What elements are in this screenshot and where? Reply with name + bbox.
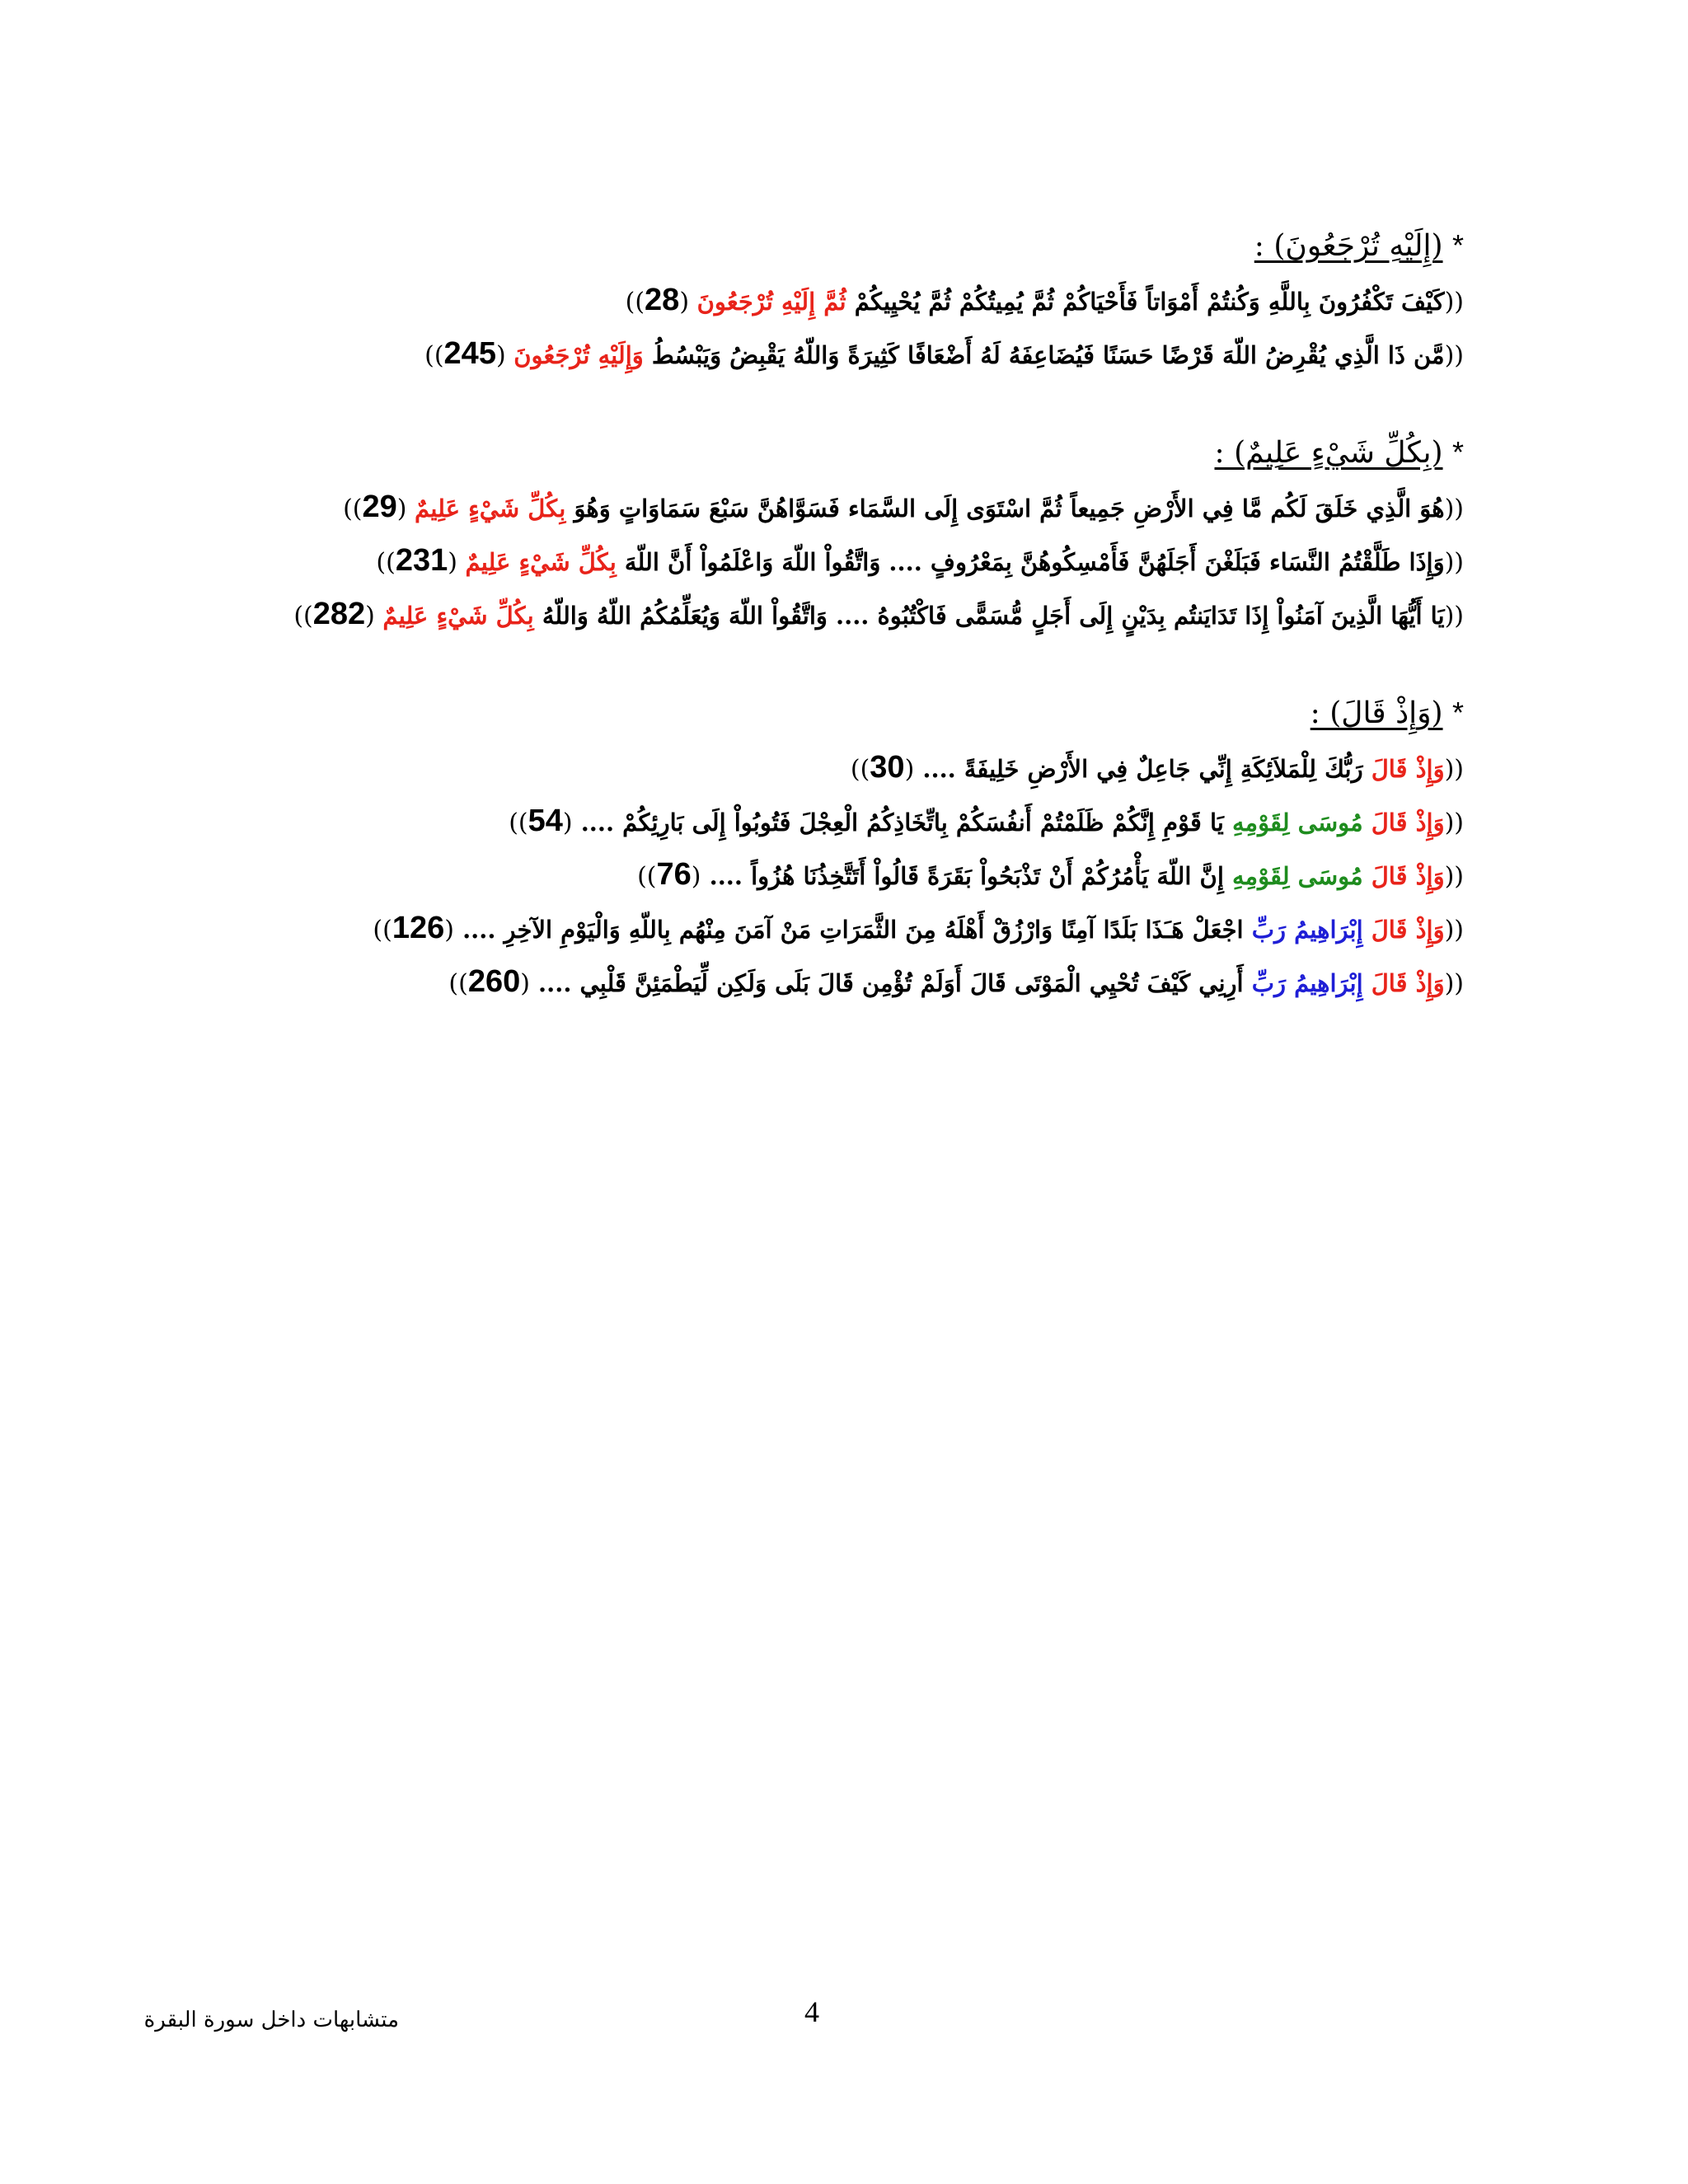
verse-bracket: )) (293, 602, 313, 630)
verse-text: مَّن ذَا الَّذِي يُقْرِضُ اللّهَ قَرْضًا حَسَنًا فَيُضَاعِفَهُ لَهُ أَضْعَافًا كَثِيرَةً وَاللّهُ يَقْبِضُ وَيَبْسُطُ (643, 341, 1445, 369)
heading-star: * (1451, 696, 1464, 729)
verse-number: 260 (467, 964, 521, 999)
verse-text: إِنَّ اللّهَ يَأْمُرُكُمْ أَنْ تَذْبَحُواْ بَقَرَةً قَالُواْ أَتَتَّخِذُنَا هُزُواً .... (701, 862, 1232, 890)
verse-bracket: )) (343, 494, 363, 523)
verse-bracket: (( (1444, 969, 1464, 998)
highlighted-phrase: وَإِذْ قَالَ (1371, 808, 1445, 837)
section-heading (198, 690, 1464, 737)
verse-text: وَإِذَا طَلَّقْتُمُ النَّسَاء فَبَلَغْنَ أَجَلَهُنَّ فَأَمْسِكُوهُنَّ بِمَعْرُوفٍ .... وَاتَّقُواْ اللّهَ وَاعْلَمُواْ أَنَّ اللّهَ (616, 548, 1445, 576)
verse-text: اجْعَلْ هَـَذَا بَلَدًا آمِنًا وَارْزُقْ أَهْلَهُ مِنَ الثَّمَرَاتِ مَنْ آمَنَ مِنْهُم بِاللّهِ وَالْيَوْمِ الآخِرِ .... (453, 916, 1252, 944)
highlighted-phrase: وَإِذْ قَالَ (1371, 755, 1445, 783)
verse-number: 126 (392, 911, 445, 945)
verse-line (198, 956, 1464, 1010)
section-heading (198, 223, 1464, 269)
verse-line (198, 535, 1464, 588)
heading-text: (إِلَيْهِ تُرْجَعُونَ) : (1254, 229, 1443, 263)
highlighted-phrase: مُوسَى لِقَوْمِهِ (1231, 808, 1372, 837)
verse-number: 29 (362, 490, 397, 524)
verse-text: رَبُّكَ لِلْمَلاَئِكَةِ إِنِّي جَاعِلٌ فِي الأَرْضِ خَلِيفَةً .... (914, 755, 1372, 783)
highlighted-phrase: إِبْرَاهِيمُ رَبِّ (1251, 969, 1372, 997)
verse-bracket: )) (424, 341, 444, 370)
verse-bracket: ( (444, 916, 454, 944)
verse-number: 245 (443, 336, 496, 371)
verse-line (198, 481, 1464, 535)
verse-bracket: )) (509, 808, 528, 837)
verse-bracket: (( (1444, 288, 1464, 316)
verse-bracket: ( (562, 808, 573, 837)
verse-text: يَا قَوْمِ إِنَّكُمْ ظَلَمْتُمْ أَنفُسَكُمْ بِاتِّخَاذِكُمُ الْعِجْلَ فَتُوبُواْ إِلَى بَارِئِكُمْ .... (572, 808, 1232, 837)
section-1 (198, 223, 1464, 382)
verse-bracket: )) (373, 916, 392, 944)
heading-text: (بِكُلِّ شَيْءٍ عَلِيمٌ) : (1214, 436, 1443, 470)
verse-line (198, 328, 1464, 382)
page-content (198, 223, 1464, 1057)
verse-bracket: )) (637, 862, 657, 891)
verse-bracket: ( (904, 755, 915, 784)
verse-bracket: (( (1444, 341, 1464, 370)
verse-text: أَرِنِي كَيْفَ تُحْيِي الْمَوْتَى قَالَ أَوَلَمْ تُؤْمِن قَالَ بَلَى وَلَكِن لِّيَطْمَئِنَّ قَلْبِي .... (529, 969, 1252, 997)
verse-bracket: ( (691, 862, 701, 891)
verse-number: 231 (395, 543, 448, 578)
verse-bracket: )) (850, 755, 870, 784)
verse-bracket: )) (625, 288, 645, 316)
verse-line (198, 588, 1464, 642)
verse-number: 282 (312, 597, 366, 631)
highlighted-phrase: بِكُلِّ شَيْءٍ عَلِيمٌ (415, 494, 566, 523)
verse-bracket: )) (376, 548, 396, 577)
verse-line (198, 795, 1464, 849)
heading-star: * (1451, 435, 1464, 469)
verse-number: 28 (645, 283, 680, 317)
highlighted-phrase: إِبْرَاهِيمُ رَبِّ (1251, 916, 1372, 944)
verse-number: 30 (870, 750, 905, 785)
verse-bracket: ( (396, 494, 415, 523)
verse-bracket: ( (365, 602, 383, 630)
footer-title: متشابهات داخل سورة البقرة (143, 2008, 399, 2032)
heading-text: (وَإِذْ قَالَ) : (1310, 696, 1443, 730)
verse-bracket: (( (1444, 602, 1464, 630)
highlighted-phrase: ثُمَّ إِلَيْهِ تُرْجَعُونَ (696, 288, 846, 316)
section-2 (198, 429, 1464, 642)
verse-bracket: ( (495, 341, 514, 370)
verse-bracket: ( (520, 969, 530, 998)
verse-bracket: (( (1444, 808, 1464, 837)
highlighted-phrase: وَإِذْ قَالَ (1371, 862, 1445, 890)
highlighted-phrase: مُوسَى لِقَوْمِهِ (1231, 862, 1372, 890)
verse-line (198, 849, 1464, 902)
verse-bracket: (( (1444, 755, 1464, 784)
verse-number: 76 (656, 857, 692, 892)
verse-line (198, 274, 1464, 328)
verse-text: كَيْفَ تَكْفُرُونَ بِاللَّهِ وَكُنتُمْ أَمْوَاتاً فَأَحْيَاكُمْ ثُمَّ يُمِيتُكُمْ ثُمَّ يُحْيِيكُمْ (846, 288, 1445, 316)
highlighted-phrase: وَإِذْ قَالَ (1371, 916, 1445, 944)
highlighted-phrase: بِكُلِّ شَيْءٍ عَلِيمٌ (465, 548, 617, 576)
page-number: 4 (804, 1995, 819, 2028)
section-heading (198, 429, 1464, 476)
verse-text: هُوَ الَّذِي خَلَقَ لَكُم مَّا فِي الأَرْضِ جَمِيعاً ثُمَّ اسْتَوَى إِلَى السَّمَاء فَسَوَّاهُنَّ سَبْعَ سَمَاوَاتٍ وَهُوَ (565, 494, 1445, 523)
verse-bracket: (( (1444, 548, 1464, 577)
heading-star: * (1451, 228, 1464, 262)
verse-bracket: (( (1444, 494, 1464, 523)
verse-line (198, 742, 1464, 795)
verse-bracket: )) (448, 969, 468, 998)
verse-bracket: ( (679, 288, 697, 316)
verse-bracket: (( (1444, 862, 1464, 891)
highlighted-phrase: بِكُلِّ شَيْءٍ عَلِيمٌ (382, 602, 534, 630)
highlighted-phrase: وَإِذْ قَالَ (1371, 969, 1445, 997)
verse-line (198, 902, 1464, 956)
verse-number: 54 (528, 804, 563, 838)
verse-bracket: (( (1444, 916, 1464, 944)
highlighted-phrase: وَإِلَيْهِ تُرْجَعُونَ (513, 341, 644, 369)
verse-bracket: ( (448, 548, 466, 577)
verse-text: يَا أَيُّهَا الَّذِينَ آمَنُواْ إِذَا تَدَايَنتُم بِدَيْنٍ إِلَى أَجَلٍ مُّسَمًّى فَاكْتُبُوهُ .... وَاتَّقُواْ اللّهَ وَيُعَلِّمُكُمُ اللّهُ وَاللّهُ (533, 602, 1445, 630)
section-3 (198, 690, 1464, 1010)
